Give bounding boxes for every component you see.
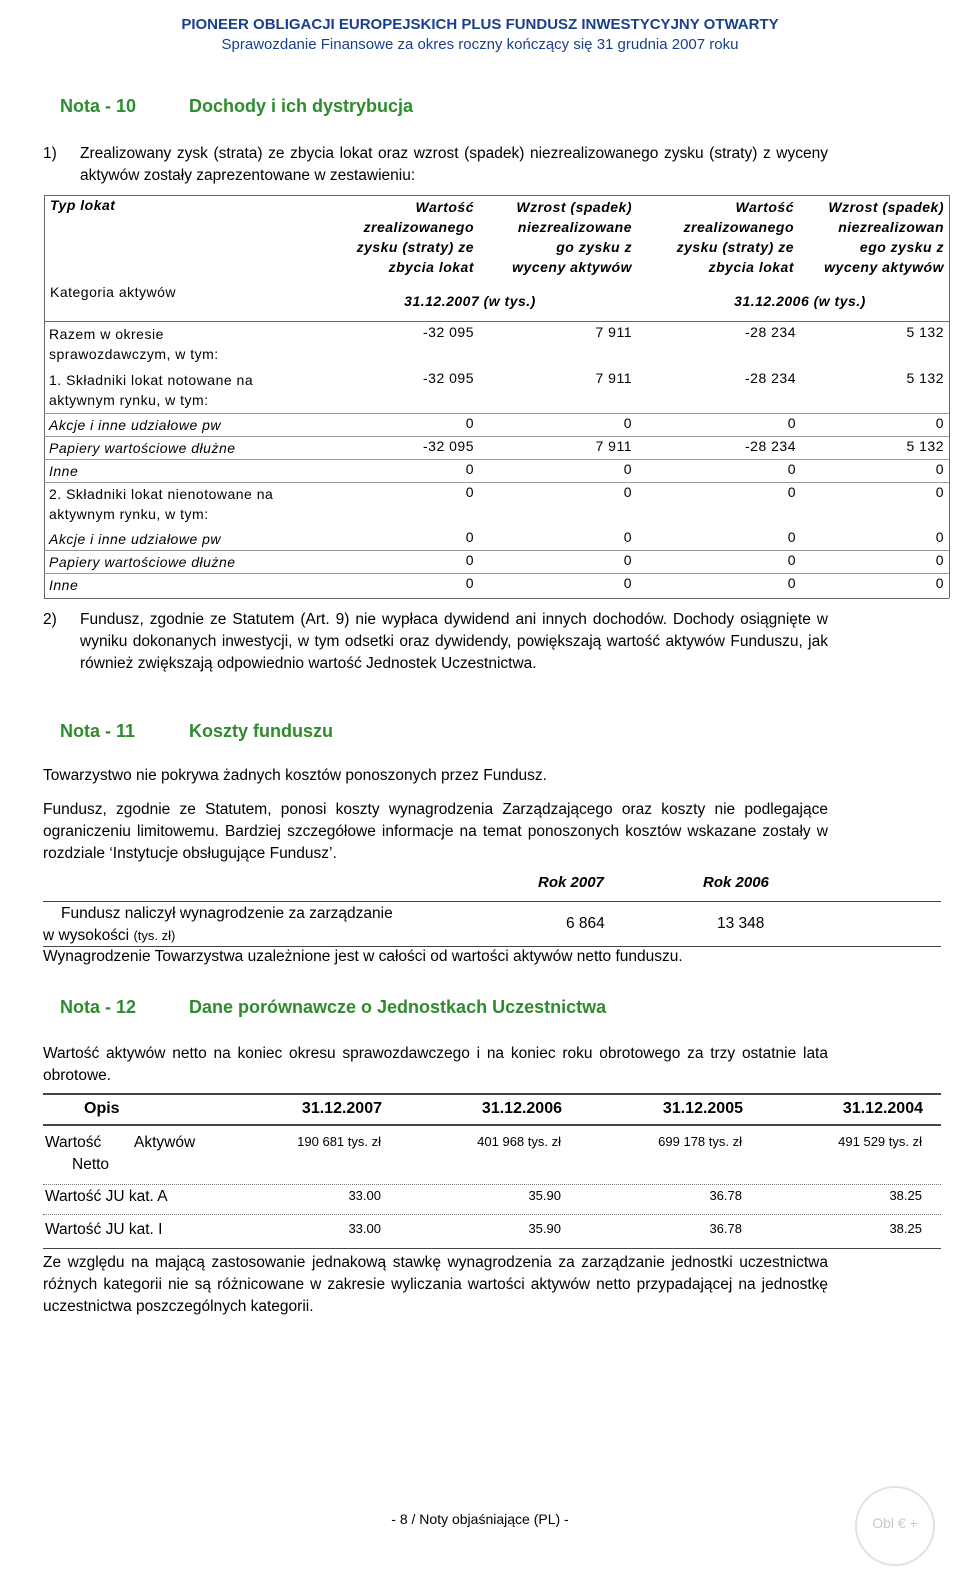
nav-table-header-2004: 31.12.2004 bbox=[842, 1100, 923, 1117]
watermark-stamp bbox=[855, 1486, 935, 1566]
nota11-number: Nota - 11 bbox=[60, 721, 136, 741]
table1-cell: 5 132 bbox=[906, 324, 944, 340]
table1-cell: 5 132 bbox=[906, 438, 944, 454]
fees-row-unit: (tys. zł) bbox=[133, 928, 176, 943]
nav-row3-label: Wartość JU kat. I bbox=[45, 1221, 163, 1238]
nav-row1-2007: 190 681 tys. zł bbox=[297, 1134, 381, 1149]
table1-cell: 0 bbox=[935, 575, 944, 591]
table1-cell: 5 132 bbox=[906, 370, 944, 386]
document-header-title: PIONEER OBLIGACJI EUROPEJSKICH PLUS FUNDUSZ INWESTYCYJNY OTWARTY bbox=[181, 16, 779, 33]
table1-cell: 7 911 bbox=[595, 324, 632, 340]
nota11-p3: Wynagrodzenie Towarzystwa uzależnione jest w całości od wartości aktywów netto funduszu. bbox=[43, 948, 683, 965]
document-header-subtitle: Sprawozdanie Finansowe za okres roczny kończący się 31 grudnia 2007 roku bbox=[221, 36, 739, 53]
fees-row-label-line1: Fundusz naliczył wynagrodzenie za zarządzanie bbox=[61, 905, 393, 922]
table1-col3-header: Wartość zrealizowanego zysku (straty) ze zbycia lokat bbox=[676, 199, 794, 275]
fees-year-2006-header: Rok 2006 bbox=[703, 874, 769, 891]
table1-row-label: Inne bbox=[49, 577, 79, 593]
table1-col-category-subheader: Kategoria aktywów bbox=[50, 284, 177, 300]
nav-row2-2006: 35.90 bbox=[528, 1188, 561, 1203]
table1-cell: 0 bbox=[787, 529, 796, 545]
page-footer: - 8 / Noty objaśniające (PL) - bbox=[391, 1511, 569, 1527]
table1-cell: 0 bbox=[623, 484, 632, 500]
fees-year-2007-header: Rok 2007 bbox=[538, 874, 604, 891]
table1-cell: 0 bbox=[935, 415, 944, 431]
nota11-p1: Towarzystwo nie pokrywa żadnych kosztów ponoszonych przez Fundusz. bbox=[43, 767, 547, 784]
table1-cell: 0 bbox=[935, 461, 944, 477]
table1-col1-header: Wartość zrealizowanego zysku (straty) ze zbycia lokat bbox=[356, 199, 474, 275]
table1-cell: 0 bbox=[465, 575, 474, 591]
nav-row3-2005: 36.78 bbox=[709, 1221, 742, 1236]
nav-row2-2005: 36.78 bbox=[709, 1188, 742, 1203]
table1-row-label: 1. Składniki lokat notowane na aktywnym rynku, w tym: bbox=[49, 372, 254, 408]
table1-row-label: Akcje i inne udziałowe pw bbox=[49, 531, 222, 547]
fees-value-2006: 13 348 bbox=[717, 915, 765, 932]
nota10-p1-marker: 1) bbox=[43, 145, 57, 162]
table1-cell: -28 234 bbox=[745, 324, 796, 340]
table1-cell: 0 bbox=[935, 529, 944, 545]
table1-col4-header: Wzrost (spadek) niezrealizowan ego zysku z wyceny aktywów bbox=[824, 199, 944, 275]
table1-cell: 0 bbox=[935, 552, 944, 568]
table1-cell: 7 911 bbox=[595, 438, 632, 454]
table1-cell: 0 bbox=[623, 552, 632, 568]
nav-row3-2007: 33.00 bbox=[348, 1221, 381, 1236]
table1-cell: 0 bbox=[465, 415, 474, 431]
table1-row-label: Inne bbox=[49, 463, 79, 479]
table1-period-2006: 31.12.2006 (w tys.) bbox=[734, 293, 866, 309]
table1-row-label: Papiery wartościowe dłużne bbox=[49, 440, 236, 456]
table1-row-label: Papiery wartościowe dłużne bbox=[49, 554, 236, 570]
nota10-p1: Zrealizowany zysk (strata) ze zbycia lokat oraz wzrost (spadek) niezrealizowanego zysku (straty) z wyceny aktywów zostały zaprezentowane w zestawieniu: bbox=[80, 145, 828, 184]
nav-row1-label-c: Netto bbox=[72, 1156, 110, 1173]
table1-row-label: Akcje i inne udziałowe pw bbox=[49, 417, 222, 433]
table1-cell: -28 234 bbox=[745, 370, 796, 386]
table1-cell: 0 bbox=[623, 529, 632, 545]
table1-cell: 0 bbox=[787, 415, 796, 431]
table1-cell: 0 bbox=[623, 575, 632, 591]
nota12-number: Nota - 12 bbox=[60, 997, 137, 1017]
table1-col-type-header: Typ lokat bbox=[50, 197, 116, 213]
table1-cell: -32 095 bbox=[423, 438, 474, 454]
table1-period-2007: 31.12.2007 (w tys.) bbox=[404, 293, 536, 309]
fees-row-label-line2: w wysokości (tys. zł) bbox=[43, 927, 176, 944]
nav-row1-label-a: Wartość bbox=[45, 1134, 102, 1151]
table1-cell: -28 234 bbox=[745, 438, 796, 454]
nav-row1-2004: 491 529 tys. zł bbox=[838, 1134, 922, 1149]
nota10-title: Dochody i ich dystrybucja bbox=[189, 96, 414, 116]
table1-cell: 0 bbox=[787, 484, 796, 500]
nav-row3-2006: 35.90 bbox=[528, 1221, 561, 1236]
nav-row2-2004: 38.25 bbox=[889, 1188, 922, 1203]
nota12-title: Dane porównawcze o Jednostkach Uczestnictwa bbox=[189, 997, 607, 1017]
table1-cell: -32 095 bbox=[423, 370, 474, 386]
nav-row1-2006: 401 968 tys. zł bbox=[477, 1134, 561, 1149]
table1-row-label: 2. Składniki lokat nienotowane na aktywnym rynku, w tym: bbox=[49, 486, 274, 522]
nav-row2-label: Wartość JU kat. A bbox=[45, 1188, 168, 1205]
table1-cell: -32 095 bbox=[423, 324, 474, 340]
nav-row1-2005: 699 178 tys. zł bbox=[658, 1134, 742, 1149]
table1-cell: 7 911 bbox=[595, 370, 632, 386]
table1-row-label: Razem w okresie sprawozdawczym, w tym: bbox=[49, 326, 219, 362]
table1-cell: 0 bbox=[465, 529, 474, 545]
nota10-p2-marker: 2) bbox=[43, 611, 57, 628]
table1-cell: 0 bbox=[465, 461, 474, 477]
table1-cell: 0 bbox=[787, 575, 796, 591]
nota11-p2: Fundusz, zgodnie ze Statutem, ponosi koszty wynagrodzenia Zarządzającego oraz koszty nie podlegające ograniczeniu limitowemu. Bardziej szczegółowe informacje na temat ponoszonych kosztów wskazane zostały w rozdziale ‘Instytucje obsługujące Fundusz’. bbox=[43, 801, 828, 862]
nav-table-header-2007: 31.12.2007 bbox=[301, 1100, 382, 1117]
nav-row3-2004: 38.25 bbox=[889, 1221, 922, 1236]
nav-row2-2007: 33.00 bbox=[348, 1188, 381, 1203]
table1-cell: 0 bbox=[787, 552, 796, 568]
table1-cell: 0 bbox=[465, 552, 474, 568]
table1-col2-header: Wzrost (spadek) niezrealizowane go zysku z wyceny aktywów bbox=[512, 199, 632, 275]
table1-cell: 0 bbox=[935, 484, 944, 500]
nota10-number: Nota - 10 bbox=[60, 96, 137, 116]
nav-table-header-description: Opis bbox=[84, 1100, 120, 1117]
table1-cell: 0 bbox=[623, 415, 632, 431]
nota10-p2: Fundusz, zgodnie ze Statutem (Art. 9) nie wypłaca dywidend ani innych dochodów. Dochody osiągnięte w wyniku dokonanych inwestycji, w tym odsetki oraz dywidendy, powiększają wartość aktywów Funduszu, jak również zwiększają odpowiednio wartość Jednostek Uczestnictwa. bbox=[80, 611, 828, 672]
nota11-title: Koszty funduszu bbox=[189, 721, 333, 741]
table1-cell: 0 bbox=[623, 461, 632, 477]
watermark-text: Obl € + bbox=[872, 1515, 918, 1531]
nav-row1-label-b: Aktywów bbox=[134, 1134, 196, 1151]
nota12-p1: Wartość aktywów netto na koniec okresu sprawozdawczego i na koniec roku obrotowego za trzy ostatnie lata obrotowe. bbox=[43, 1045, 828, 1084]
nav-table-header-2005: 31.12.2005 bbox=[662, 1100, 743, 1117]
nota12-p2: Ze względu na mającą zastosowanie jednakową stawkę wynagrodzenia za zarządzanie jednostki uczestnictwa różnych kategorii nie są różnicowane w zakresie wyliczania wartości aktywów netto przypadającej na jednostkę uczestnictwa poszczególnych kategorii. bbox=[43, 1254, 828, 1315]
table1-cell: 0 bbox=[787, 461, 796, 477]
fees-value-2007: 6 864 bbox=[566, 915, 605, 932]
table1-cell: 0 bbox=[465, 484, 474, 500]
nav-table-header-2006: 31.12.2006 bbox=[481, 1100, 562, 1117]
